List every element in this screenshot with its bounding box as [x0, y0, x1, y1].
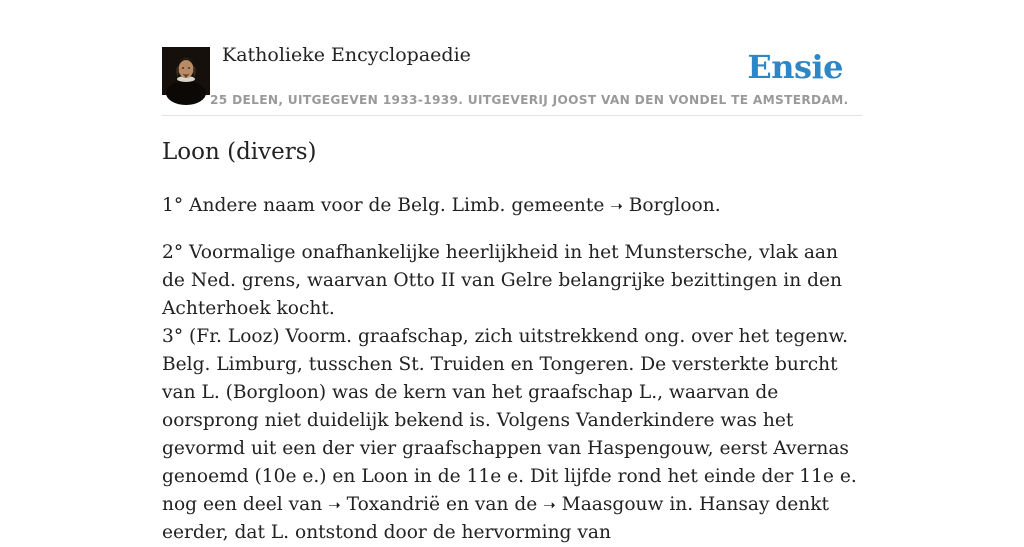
- source-header: [162, 0, 862, 116]
- entry-body: [162, 192, 862, 547]
- paragraph-1: [162, 192, 862, 220]
- paragraph-3-text: 3° (Fr. Looz) Voorm. graafschap, zich uitstrekkend ong. over het tegenw. Belg. Limburg, tusschen St. Truiden en Tongeren. De versterkte burcht van L. (Borgloon) was de kern van het graafschap L., waarvan de oorsprong niet duidelijk bekend is. Volgens Vanderkindere was het gevormd uit een der vier graafschappen van Haspengouw, eerst Avernas genoemd (10e e.) en Loon in de 11e e. Dit lijfde rond het einde der 11e e. nog een deel van: [162, 326, 857, 515]
- xref-toxandrie-link[interactable]: [328, 494, 440, 515]
- xref-borgloon-label: Borgloon: [628, 195, 715, 216]
- arrow-right-icon: ➝: [328, 496, 341, 514]
- xref-maasgouw-label: Maasgouw: [561, 494, 664, 515]
- paragraph-3-text-3: in. Hansay denkt eerder, dat L. ontstond door de hervorming van: [162, 494, 830, 543]
- xref-borgloon-link[interactable]: [610, 195, 714, 216]
- paragraph-1-end: .: [714, 195, 721, 216]
- paragraph-3-text-2: en van de: [440, 494, 544, 515]
- arrow-right-icon: ➝: [543, 496, 556, 514]
- portrait-avatar-icon: [162, 47, 210, 95]
- paragraph-2: 2° Voormalige onafhankelijke heerlijkheid in het Munstersche, vlak aan de Ned. grens, waarvan Otto II van Gelre belangrijke bezittingen in den Achterhoek kocht.: [162, 242, 842, 319]
- paragraph-1-text: 1° Andere naam voor de Belg. Limb. gemeente: [162, 195, 611, 216]
- paragraph-3: [162, 323, 862, 547]
- source-title-link[interactable]: Katholieke Encyclopaedie: [222, 44, 471, 66]
- source-avatar[interactable]: [162, 47, 210, 95]
- ensie-logo[interactable]: Ensie: [747, 48, 843, 86]
- xref-maasgouw-link[interactable]: [543, 494, 663, 515]
- page-container: [162, 0, 862, 543]
- arrow-right-icon: ➝: [610, 197, 623, 215]
- source-meta: 25 DELEN, UITGEGEVEN 1933-1939. UITGEVERIJ JOOST VAN DEN VONDEL TE AMSTERDAM.: [210, 93, 849, 107]
- entry-title: Loon (divers): [162, 139, 317, 165]
- xref-toxandrie-label: Toxandrië: [346, 494, 441, 515]
